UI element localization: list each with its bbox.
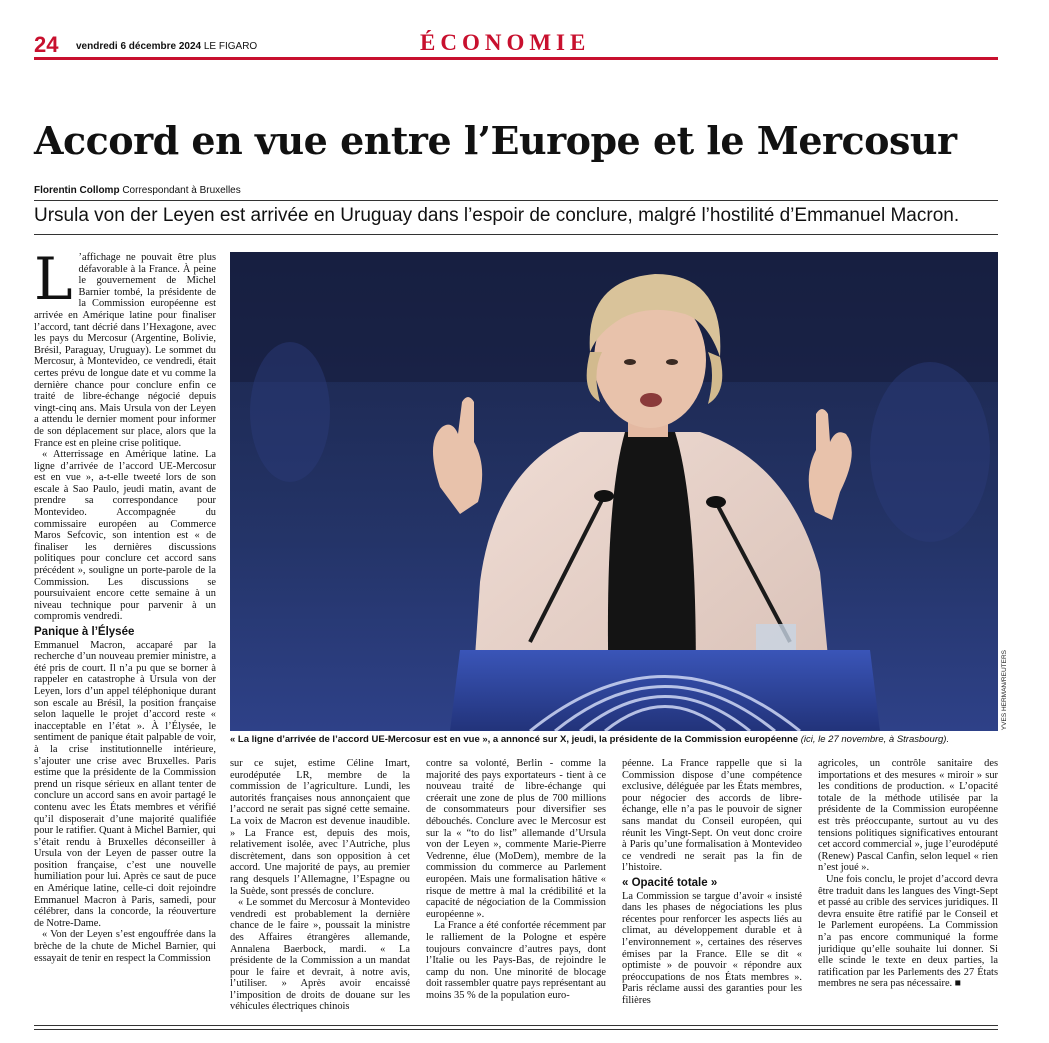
photo-illustration — [230, 252, 998, 731]
author-role: Correspondant à Bruxelles — [122, 185, 241, 196]
column-3 — [426, 758, 606, 1016]
intertitle-panique: Panique à l’Élysée — [34, 626, 135, 638]
paragraph: sur ce sujet, estime Céline Imart, eurodéputée LR, membre de la commission de l’agriculture. Lundi, les autorités françaises nous annonçaient que l’accord ne serait pas signé cette semaine. La voix de Macron est devenue inaudible. » La France est, depuis des mois, relativement isolée, avec l’Autriche, plus discrètement, dans son opposition à cet accord. Une majorité de pays, au premier rang desquels l’Allemagne, l’Espagne ou la Suède, sont pressés de conclure. — [230, 758, 410, 897]
subtitle-bottom-rule — [34, 234, 998, 235]
drop-cap: L — [34, 252, 73, 313]
subtitle-top-rule — [34, 200, 998, 201]
column-1 — [34, 252, 216, 1012]
paragraph: péenne. La France rappelle que si la Commission dispose d’une compétence exclusive, déléguée par les États membres, pour négocier des accords de libre-échange, elle n’a pas le pouvoir de signer sans mandat du Conseil européen, qui réunit les Vingt-Sept. On veut donc croire à Paris qu’une formalisation à Montevideo ce vendredi ne serait pas la fin de l’histoire. — [622, 758, 802, 874]
article-title: Accord en vue entre l’Europe et le Mercosur — [34, 118, 957, 163]
lead-paragraph: L ’affichage ne pouvait être plus défavorable à la France. À peine le gouvernement de Michel Barnier tombé, la présidente de la Commission européenne est arrivée en Amérique latine pour finaliser l’accord, tant décrié dans l’Hexagone, avec les pays du Mercosur (Argentine, Bolivie, Brésil, Paraguay, Uruguay). Le sommet du Mercosur, à Montevideo, ce vendredi, était certes prévu de longue date et vu comme la dernière chance pour conclure enfin ce traité de libre-échange négocié depuis vingt-cinq ans. Mais Ursula von der Leyen a attendu le dernier moment pour informer de son déplacement sur place, alors que la France est en pleine crise politique. — [34, 252, 216, 449]
column-4 — [622, 758, 802, 1016]
photo-caption: « La ligne d’arrivée de l’accord UE-Mercosur est en vue », a annoncé sur X, jeudi, la présidente de la Commission européenne (ici, le 27 novembre, à Strasbourg). — [230, 734, 950, 745]
intertitle-opacite: « Opacité totale » — [622, 876, 718, 889]
footer-rule-2 — [34, 1029, 998, 1030]
page-number: 24 — [34, 32, 59, 57]
author-name: Florentin Collomp — [34, 185, 120, 196]
folio-bar — [34, 30, 998, 60]
section-title: ÉCONOMIE — [420, 30, 591, 55]
paragraph: « Von der Leyen s’est engouffrée dans la brèche de la chute de Michel Barnier, qui essayait de tenir en respect la Commission — [34, 929, 216, 964]
paragraph: agricoles, un contrôle sanitaire des importations et des mesures « miroir » sur les conditions de production. « L’opacité totale de la méthode utilisée par la présidente de la Commission européenne est très préoccupante, surtout au vu des tensions politiques significatives entourant cet accord commercial », juge l’eurodéputé (Renew) Pascal Canfin, selon lequel « rien n’est joué ». — [818, 758, 998, 874]
paragraph: La France a été confortée récemment par le ralliement de la Pologne et espère toujours convaincre d’autres pays, dont l’Italie ou les Pays-Bas, de rejoindre le camp du non. Une minorité de blocage doit rassembler quatre pays représentant au moins 35 % de la population euro- — [426, 920, 606, 1001]
issue-date: vendredi 6 décembre 2024 LE FIGARO — [76, 41, 258, 52]
article-photo — [230, 252, 998, 731]
byline — [34, 185, 241, 196]
paragraph: « Atterrissage en Amérique latine. La ligne d’arrivée de l’accord UE-Mercosur est en vue », a-t-elle tweeté lors de son escale à Sao Paulo, jeudi matin, avant de prendre sa correspondance pour Montevideo. Accompagnée du commissaire européen au Commerce Maros Sefcovic, son intention est « de finaliser les dernières discussions politiques pour conclure cet accord sans précédent », souligne un porte-parole de la Commission. Les discussions se poursuivaient encore cette semaine à un niveau technique pour parvenir à un compromis vendredi. — [34, 449, 216, 623]
paragraph: Une fois conclu, le projet d’accord devra être traduit dans les langues des Vingt-Sept et passé au crible des services juridiques. Il devra ensuite être ratifié par le Conseil et le Parlement européens. La Commission n’a pas encore communiqué la forme juridique qu’elle souhaite lui donner. Si elle scinde le texte en deux parties, la ratification par les Parlements des 27 États membres ne sera pas nécessaire. ■ — [818, 873, 998, 990]
paragraph: Emmanuel Macron, accaparé par la recherche d’un nouveau premier ministre, a été pris de court. Il n’a pu que se borner à rappeler en catastrophe à Ursula von der Leyen, lors d’un appel téléphonique durant son escale au Brésil, la position française selon laquelle le projet d’accord reste « inacceptable en l’état ». À l’Élysée, le sentiment de panique était palpable de voir, à la crise institutionnelle intérieure, s’ajouter une crise avec Bruxelles. Paris estime que la présidente de la Commission prend un risque sérieux en allant tenter de conclure un accord sans en avoir partagé le contenu avec les États membres et vérifié qu’il disposerait d’une majorité qualifiée pour le ratifier. Quant à Michel Barnier, qui s’était rendu à Bruxelles déconseiller à Ursula von der Leyen de passer outre la position française, c’est une nouvelle humiliation pour lui. Après ce saut de puce en Amérique latine, celle-ci doit rejoindre Emmanuel Macron à Paris, samedi, pour célébrer, dans la concorde, la réouverture de Notre-Dame. — [34, 639, 216, 929]
photo-credit: YVES HERMAN/REUTERS — [1001, 650, 1008, 731]
footer-rule — [34, 1025, 998, 1026]
column-5 — [818, 758, 998, 1016]
column-2 — [230, 758, 410, 1016]
paragraph: contre sa volonté, Berlin - comme la majorité des pays exportateurs - tient à ce nouveau traité de libre-échange qui créerait une zone de plus de 700 millions de consommateurs pour diversifier ses débouchés. Conclure avec le Mercosur est sur la « “to do list” allemande d’Ursula von der Leyen », commente Marie-Pierre Vedrenne, élue (MoDem), membre de la commission du commerce au Parlement européen. Mais une formalisation hâtive « risque de mettre à mal la crédibilité et la capacité de négociation de la Commission européenne ». — [426, 758, 606, 920]
paragraph: La Commission se targue d’avoir « insisté dans les phases de négociations les plus récentes pour renforcer les aspects liés au climat, au développement durable et à l’environnement », certaines des réserves émises par la France. Elle se dit « optimiste » de pouvoir « répondre aux préoccupations de nos États membres ». Paris réclame aussi des garanties pour les filières — [622, 890, 802, 1006]
paper-name: LE FIGARO — [203, 41, 258, 52]
caption-detail: (ici, le 27 novembre, à Strasbourg). — [800, 734, 950, 745]
paragraph: « Le sommet du Mercosur à Montevideo vendredi est probablement la dernière chance de le faire », poussait la ministre des Affaires étrangères allemande, Annalena Baerbock, mardi. « La présidente de la Commission a un mandat pour le faire et devrait, à notre avis, l’utiliser. » Après avoir encaissé l’imposition de droits de douane sur les véhicules électriques chinois — [230, 897, 410, 1013]
article-subtitle: Ursula von der Leyen est arrivée en Uruguay dans l’espoir de conclure, malgré l’hostilité d’Emmanuel Macron. — [34, 205, 960, 226]
section-rule — [34, 57, 998, 60]
